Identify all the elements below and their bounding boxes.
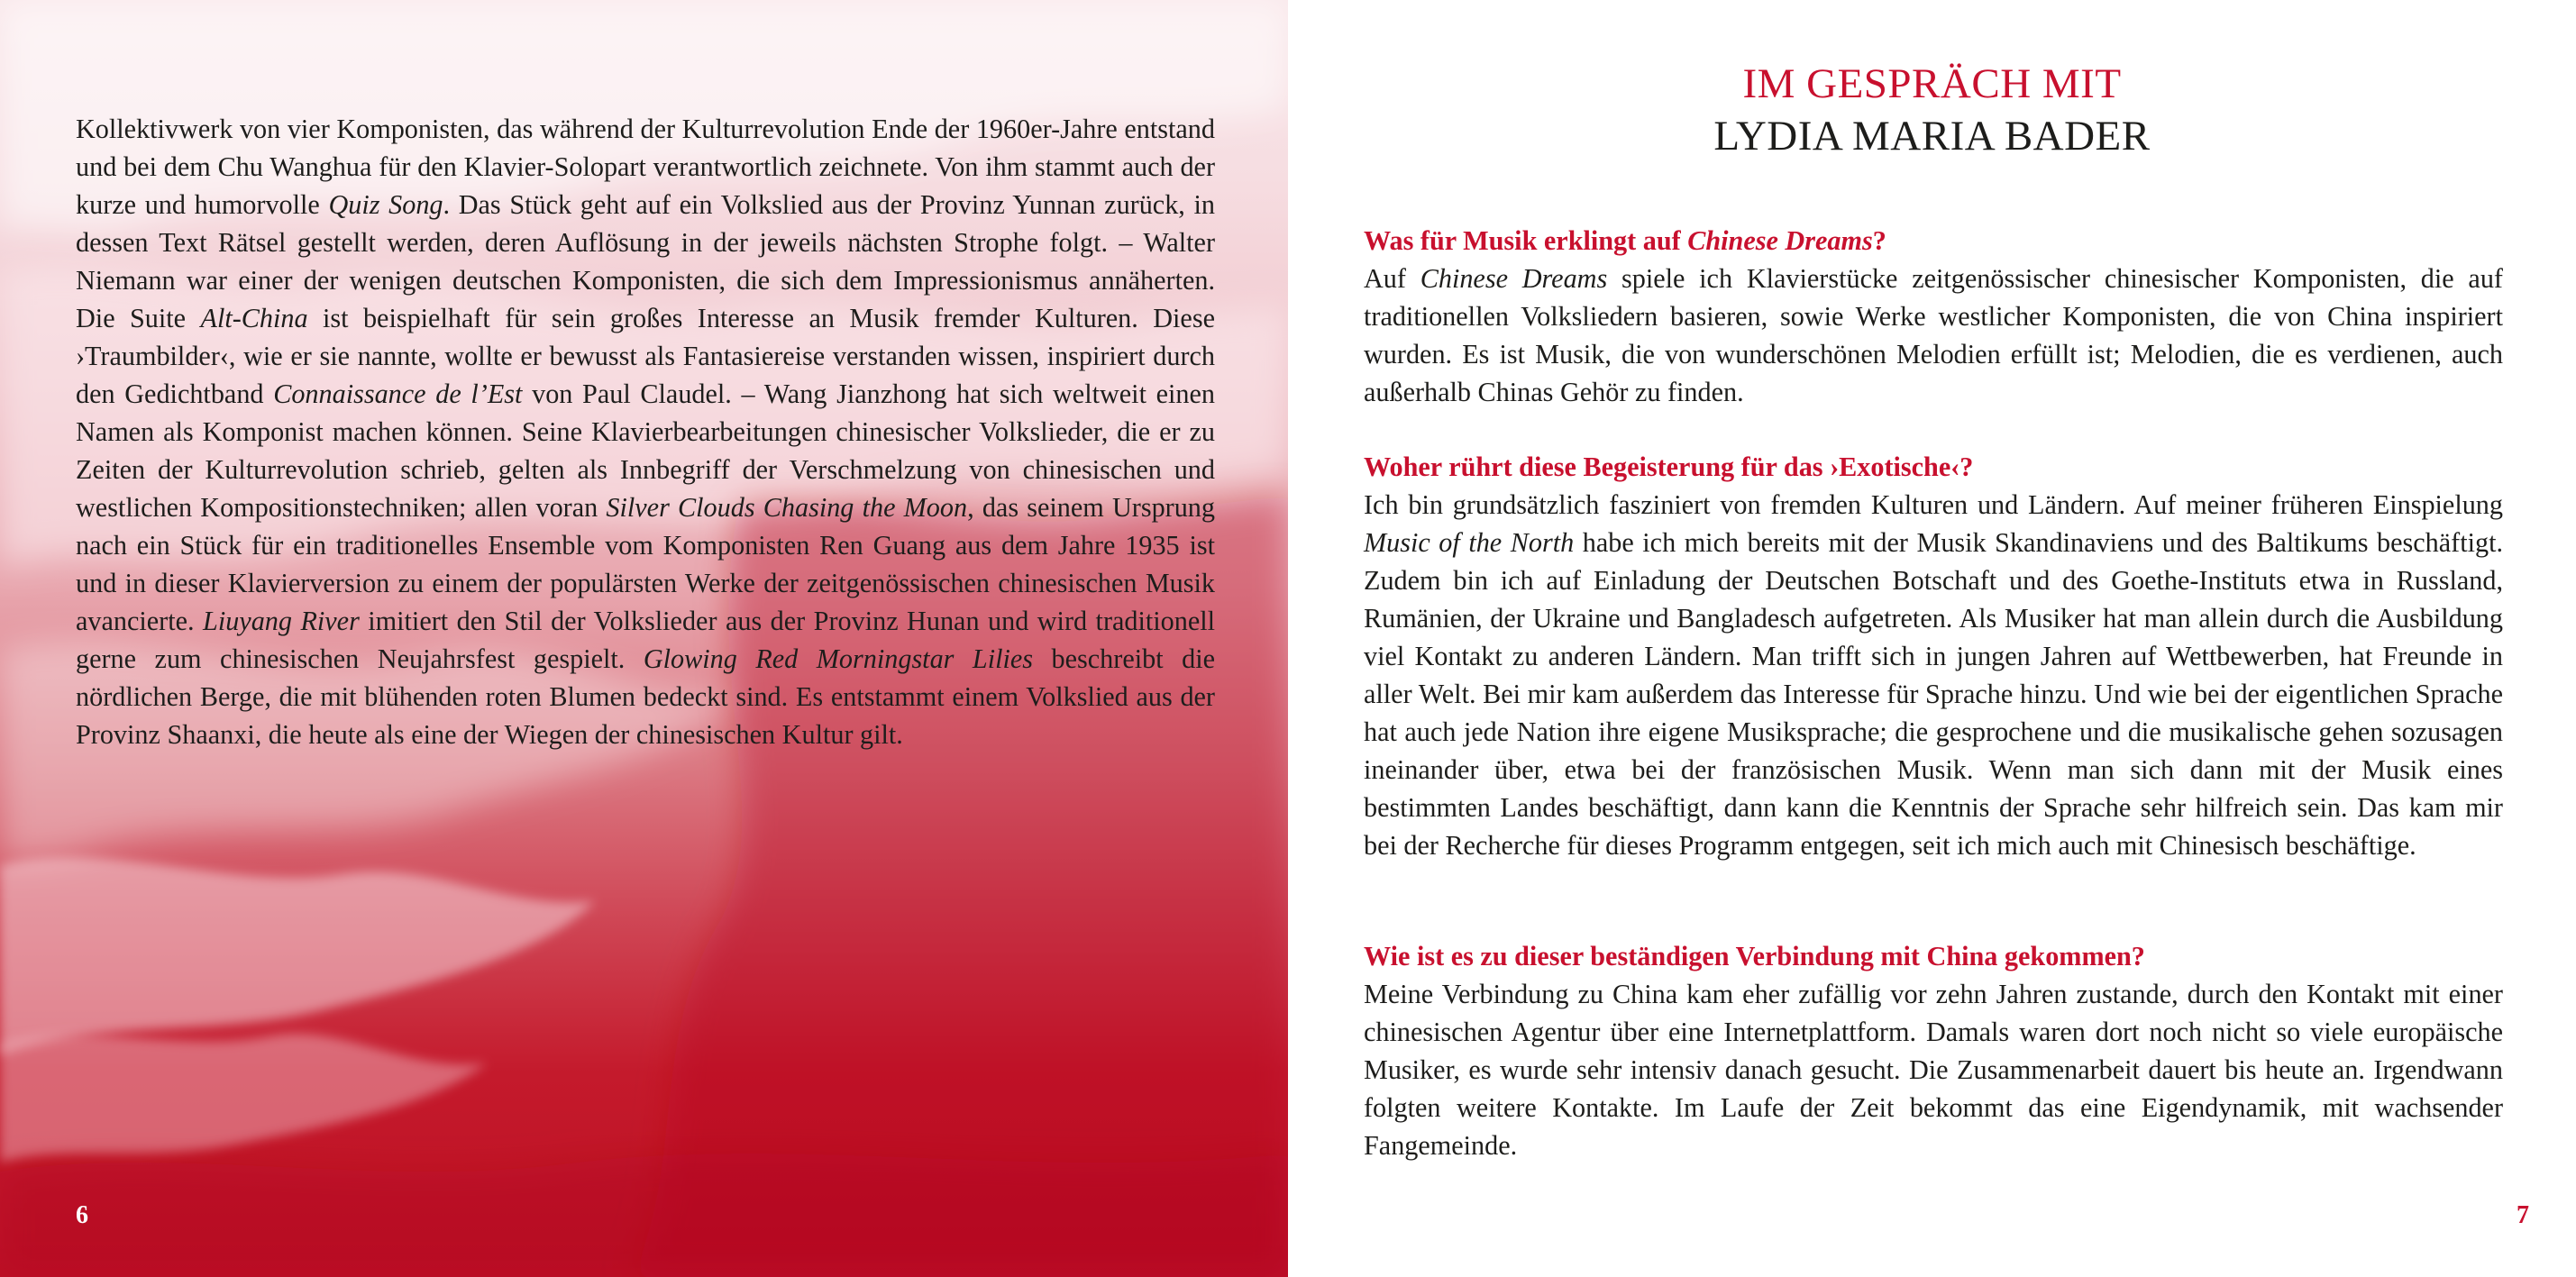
italic-title-run: Chinese Dreams xyxy=(1420,263,1608,294)
italic-title-run: Silver Clouds Chasing the Moon xyxy=(606,492,968,523)
italic-title-run: Quiz Song xyxy=(328,189,443,220)
text-run: Ich bin grundsätzlich fasziniert von fremden Kulturen und Ländern. Auf meiner früheren Einspielung xyxy=(1364,489,2503,520)
question-3 xyxy=(1364,937,2503,975)
interview-title xyxy=(1288,58,2576,162)
text-run: imitiert den Stil der Volkslieder aus der Provinz Hunan und wird traditionell gerne zum chinesischen Neujahrsfest gespielt. xyxy=(76,606,1216,674)
question-2 xyxy=(1364,448,2503,486)
text-run: spiele ich Klavierstücke zeitgenössischer chinesischer Komponisten, die auf traditionellen Volksliedern basieren, sowie Werke westlicher Komponisten, die von China inspiriert wurden. Es ist Musik, die von wunderschönen Melodien erfüllt ist; Melodien, die es verdienen, auch außerhalb Chinas Gehör zu finden. xyxy=(1364,263,2503,407)
page-number-left: 6 xyxy=(76,1201,88,1229)
text-run: Meine Verbindung zu China kam eher zufällig vor zehn Jahren zustande, durch den Kontakt mit einer chinesischen Agentur über eine Internetplattform. Damals waren dort noch nicht so viele europäische Musiker, es wurde sehr intensiv danach gesucht. Die Zusammenarbeit dauert bis heute an. Irgendwann folgten weitere Kontakte. Im Laufe der Zeit bekommt das eine Eigendynamik, mit wachsender Fangemeinde. xyxy=(1364,979,2503,1161)
qa-section-1 xyxy=(1364,222,2503,411)
text-run: Auf xyxy=(1364,263,1420,294)
italic-title-run: Alt-China xyxy=(200,303,308,333)
text-run: Woher rührt diese Begeisterung für das ›Exotische‹? xyxy=(1364,452,1974,482)
text-run: beschreibt die nördlichen Berge, die mit blühenden roten Blumen bedeckt sind. Es entstammt einem Volkslied aus der Provinz Shaanxi, die heute als eine der Wiegen der chinesischen Kultur gilt. xyxy=(76,643,1215,750)
question-1 xyxy=(1364,222,2503,260)
text-run: Was für Musik erklingt auf xyxy=(1364,225,1688,256)
title-line-2: LYDIA MARIA BADER xyxy=(1713,113,2151,160)
title-line-1: IM GESPRÄCH MIT xyxy=(1742,60,2122,107)
text-run: . Das Stück geht auf ein Volkslied aus der Provinz Yunnan zurück, in dessen Text Rätsel gestellt werden, deren Auflösung in der jeweils nächsten Strophe folgt. – Walter Niemann war einer der wenigen deutschen Komponisten, die sich dem Impressionismus annäherten. Die Suite xyxy=(76,189,1215,333)
right-page xyxy=(1288,0,2576,1277)
text-run: von Paul Claudel. – Wang Jianzhong hat sich weltweit einen Namen als Komponist machen können. Seine Klavierbearbeitungen chinesischer Volkslieder, die er zu Zeiten der Kulturrevolution schrieb, gelten als Innbegriff der Verschmelzung von chinesischen und westlichen Kompositionstechniken; allen voran xyxy=(76,379,1215,523)
text-run: ist beispielhaft für sein großes Interesse an Musik fremder Kulturen. Diese ›Traumbilder‹, wie er sie nannte, wollte er bewusst als Fantasiereise verstanden wissen, inspiriert durch den Gedichtband xyxy=(76,303,1215,409)
italic-title-run: Glowing Red Morningstar Lilies xyxy=(643,643,1034,674)
qa-section-2 xyxy=(1364,448,2503,864)
text-run: ? xyxy=(1872,225,1886,256)
answer-3 xyxy=(1364,975,2503,1164)
text-run: habe ich mich bereits mit der Musik Skandinaviens und des Baltikums beschäftigt. Zudem bin ich auf Einladung der Deutschen Botschaft und des Goethe-Instituts etwa in Russland, Rumänien, der Ukraine und Bangladesch aufgetreten. Als Musiker hat man allein durch die Ausbildung viel Kontakt zu anderen Ländern. Man trifft sich in jungen Jahren auf Wettbewerben, hat Freunde in aller Welt. Bei mir kam außerdem das Interesse für Sprache hinzu. Und wie bei der eigentlichen Sprache hat auch jede Nation ihre eigene Musiksprache; die gesprochene und die musikalische gehen sozusagen ineinander über, etwa bei der französischen Musik. Wenn man sich dann mit der Musik eines bestimmten Landes beschäftigt, dann kann die Kenntnis der Sprache sehr hilfreich sein. Das kam mir bei der Recherche für dieses Programm entgegen, seit ich mich auch mit Chinesisch beschäftige. xyxy=(1364,527,2504,861)
answer-1 xyxy=(1364,260,2503,411)
left-body-text xyxy=(76,110,1215,753)
text-run: , das seinem Ursprung nach ein Stück für ein traditionelles Ensemble vom Komponisten Ren Guang aus dem Jahre 1935 ist und in dieser Klavierversion zu einem der populärsten Werke der zeitgenössischen chinesischen Musik avancierte. xyxy=(76,492,1215,636)
italic-title-run: Chinese Dreams xyxy=(1687,225,1873,256)
qa-section-3 xyxy=(1364,937,2503,1164)
text-run: Wie ist es zu dieser beständigen Verbindung mit China gekommen? xyxy=(1364,941,2145,971)
text-run: Kollektivwerk von vier Komponisten, das während der Kulturrevolution Ende der 1960er-Jahre entstand und bei dem Chu Wanghua für den Klavier-Solopart verantwortlich zeichnete. Von ihm stammt auch der kurze und humorvolle xyxy=(76,114,1215,220)
italic-title-run: Music of the North xyxy=(1364,527,1575,558)
italic-title-run: Liuyang River xyxy=(203,606,360,636)
answer-2 xyxy=(1364,486,2503,864)
italic-title-run: Connaissance de l’Est xyxy=(273,379,523,409)
page-number-right: 7 xyxy=(2517,1201,2529,1229)
